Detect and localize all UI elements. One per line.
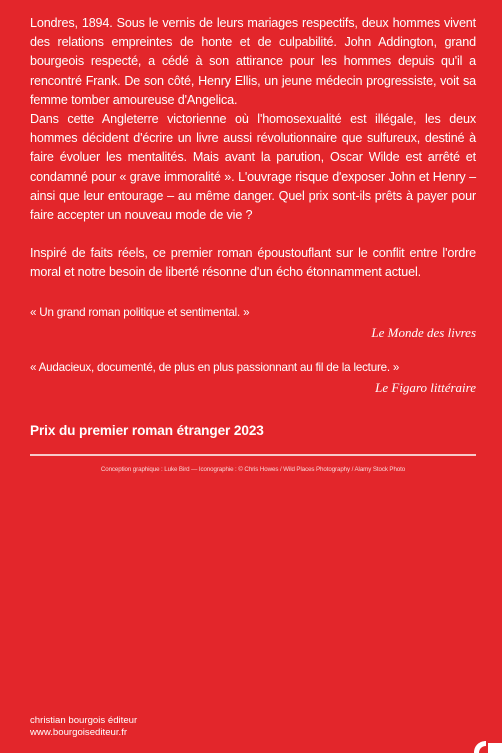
press-quote — [30, 360, 476, 396]
quote-text: « Audacieux, documenté, de plus en plus passionnant au fil de la lecture. » — [30, 360, 400, 374]
press-quote — [30, 305, 476, 341]
divider — [30, 454, 476, 456]
synopsis-paragraph-1: Londres, 1894. Sous le vernis de leurs mariages respectifs, deux hommes vivent des relations empreintes de honte et de culpabilité. John Addington, grand bourgeois respecté, a cédé à son attirance pour les hommes depuis qu'il a rencontré Frank. De son côté, Henry Ellis, un jeune médecin progressiste, voit sa femme tomber amoureuse d'Angelica. — [30, 16, 476, 107]
publisher-logo-icon — [468, 737, 502, 753]
publisher-url: www.bourgoisediteur.fr — [30, 727, 128, 738]
synopsis-paragraph-3: Inspiré de faits réels, ce premier roman époustouflant sur le conflit entre l'ordre moral et notre besoin de liberté résonne d'un écho étonnamment actuel. — [30, 246, 476, 280]
synopsis — [30, 14, 476, 283]
press-quotes — [30, 305, 476, 396]
quote-text: « Un grand roman politique et sentimental. » — [30, 305, 250, 319]
quote-source: Le Figaro littéraire — [375, 379, 476, 395]
publisher-block — [30, 715, 137, 739]
synopsis-paragraph-2: Dans cette Angleterre victorienne où l'homosexualité est illégale, les deux hommes décident d'écrire un livre aussi révolutionnaire que sulfureux, destiné à faire évoluer les mentalités. Mais avant la parution, Oscar Wilde est arrêté et condamné pour « grave immoralité ». L'ouvrage risque d'exposer John et Henry – ainsi que leur entourage – au même danger. Quel prix sont-ils prêts à payer pour faire accepter un nouveau mode de vie ? — [30, 112, 476, 223]
quote-source: Le Monde des livres — [371, 324, 476, 340]
prize-line: Prix du premier roman étranger 2023 — [30, 422, 264, 438]
publisher-name: christian bourgois éditeur — [30, 715, 138, 726]
design-credits: Conception graphique : Luke Bird — Iconographie : © Chris Howes / Wild Places Photography / Alamy Stock Photo — [100, 465, 406, 473]
